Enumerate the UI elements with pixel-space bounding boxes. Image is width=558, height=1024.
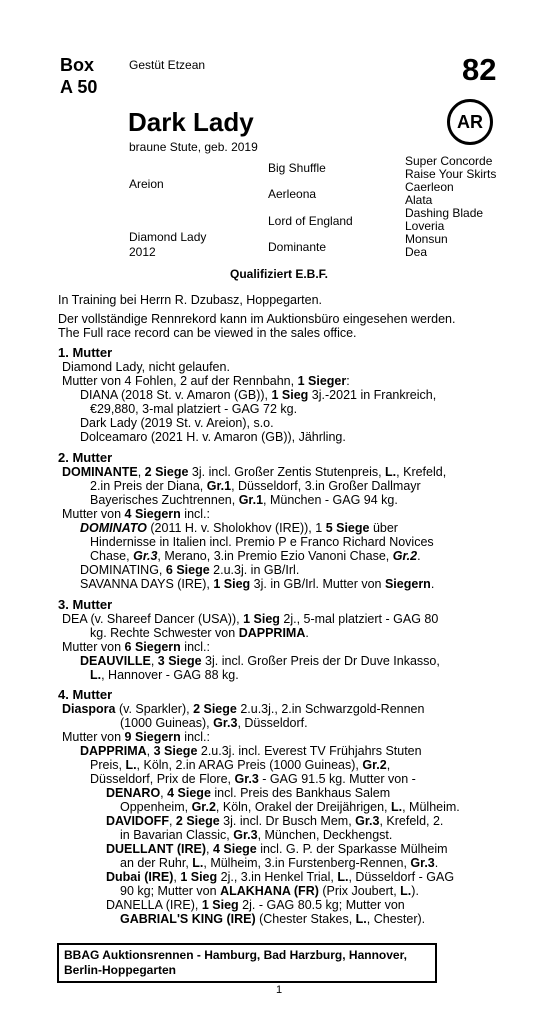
record-line-en: The Full race record can be viewed in the sales office. xyxy=(58,326,357,340)
box-line1: Box xyxy=(60,55,95,75)
record-line-de: Der vollständige Rennrekord kann im Auktionsbüro eingesehen werden. xyxy=(58,312,456,326)
box-line2: A 50 xyxy=(60,77,98,97)
g7: Monsun xyxy=(405,232,448,246)
pedigree-dd: Dominante xyxy=(268,240,327,254)
g2: Raise Your Skirts xyxy=(405,167,497,181)
horse-description: braune Stute, geb. 2019 xyxy=(129,140,258,154)
g4: Alata xyxy=(405,193,433,207)
training-line: In Training bei Herrn R. Dzubasz, Hoppegarten. xyxy=(58,293,323,307)
section-4: 4. Mutter Diaspora (v. Sparkler), 2 Siege 2.u.3j., 2.in Schwarzgold-Rennen (1000 Guineas), Gr.3, Düsseldorf. Mutter von 9 Siegern incl.: DAPPRIMA, 3 Siege 2.u.3j. incl. Everest TV Frühjahrs Stuten Preis, L., Köln, 2.in ARAG Preis (1000 Guineas), Gr.2, Düsseldorf, Prix de Flore, Gr.3 - GAG 91.5 kg. Mutter von - DENARO, 4 Siege incl. Preis des Bankhaus Salem Oppenheim, Gr.2, Köln, Orakel der Dreijährigen, L., Mülheim. DAVIDOFF, 2 Siege 3j. incl. Dr Busch Mem, Gr.3, Krefeld, 2. in Bavarian Classic, Gr.3, München, Deckhengst. DUELLANT (IRE), 4 Siege incl. G. P. der Sparkasse Mülheim an der Ruhr, L., Mülheim, 3.in Furstenberg-Rennen, Gr.3. Dubai (IRE), 1 Sieg 2j., 3.in Henkel Trial, L., Düsseldorf - GAG 90 kg; Mutter von ALAKHANA (FR) (Prix Joubert, L.). DANELLA (IRE), 1 Sieg 2j. - GAG 80.5 kg; Mutter von GABRIAL'S KING (IRE) (Chester Stakes, L., Chester). xyxy=(58,687,460,926)
footer-line1: BBAG Auktionsrennen - Hamburg, Bad Harzburg, Hannover, xyxy=(64,948,407,962)
g1: Super Concorde xyxy=(405,154,493,168)
section-1: 1. Mutter Diamond Lady, nicht gelaufen. Mutter von 4 Fohlen, 2 auf der Rennbahn, 1 Sieger: DIANA (2018 St. v. Amaron (GB)), 1 Sieg 3j.-2021 in Frankreich, €29,880, 3-mal platziert - GAG 72 kg. Dark Lady (2019 St. v. Areion), s.o. Dolceamaro (2021 H. v. Amaron (GB)), Jährling. xyxy=(58,345,437,444)
lot-number: 82 xyxy=(462,52,497,87)
qualified-note: Qualifiziert E.B.F. xyxy=(229,267,328,281)
page-number: 1 xyxy=(275,984,283,996)
g3: Caerleon xyxy=(405,180,454,194)
pedigree-sire: Areion xyxy=(129,177,164,191)
g6: Loveria xyxy=(405,219,445,233)
g8: Dea xyxy=(405,245,428,259)
horse-name: Dark Lady xyxy=(128,107,254,137)
stud-name: Gestüt Etzean xyxy=(129,58,206,72)
pedigree-ds: Lord of England xyxy=(268,214,353,228)
ar-badge-icon xyxy=(447,99,493,145)
pedigree-gen3 xyxy=(405,155,496,259)
g5: Dashing Blade xyxy=(405,206,484,220)
badge-text: AR xyxy=(457,111,483,132)
pedigree-dam xyxy=(129,231,206,259)
pedigree-ss: Big Shuffle xyxy=(268,161,326,175)
pedigree-sd: Aerleona xyxy=(268,187,317,201)
auction-races-box xyxy=(57,943,437,983)
section-2: 2. Mutter DOMINANTE, 2 Siege 3j. incl. Großer Zentis Stutenpreis, L., Krefeld, 2.in Preis der Diana, Gr.1, Düsseldorf, 3.in Großer Dallmayr Bayerisches Zuchtrennen, Gr.1, München - GAG 94 kg. Mutter von 4 Siegern incl.: DOMINATO (2011 H. v. Sholokhov (IRE)), 1 5 Siege über Hindernisse in Italien incl. Premio P e Franco Richard Novices Chase, Gr.3, Merano, 3.in Premio Ezio Vanoni Chase, Gr.2. DOMINATING, 6 Siege 2.u.3j. in GB/Irl. SAVANNA DAYS (IRE), 1 Sieg 3j. in GB/Irl. Mutter von Siegern. xyxy=(58,450,447,591)
footer-line2: Berlin-Hoppegarten xyxy=(64,963,177,977)
box-label xyxy=(60,54,97,98)
pedigree-dam-name: Diamond Lady xyxy=(129,230,207,244)
pedigree-dam-year: 2012 xyxy=(129,245,156,259)
section-3: 3. Mutter DEA (v. Shareef Dancer (USA)), 1 Sieg 2j., 5-mal platziert - GAG 80 kg. Rechte Schwester von DAPPRIMA. Mutter von 6 Siegern incl.: DEAUVILLE, 3 Siege 3j. incl. Großer Preis der Dr Duve Inkasso, L., Hannover - GAG 88 kg. xyxy=(58,597,440,682)
